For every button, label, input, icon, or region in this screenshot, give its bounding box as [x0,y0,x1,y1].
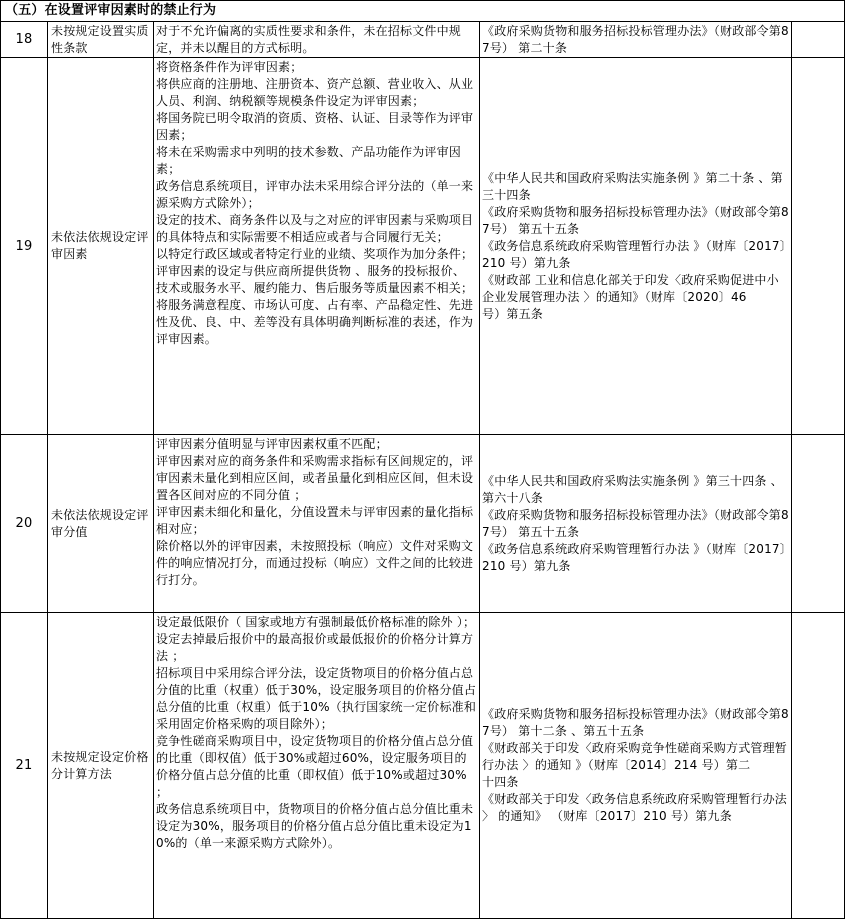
section-header-row [1,1,845,22]
content-line: 以特定行政区域或者特定行业的业绩、奖项作为加分条件； [156,247,474,261]
content-line: 对于不允许偏离的实质性要求和条件，未在招标文件中规定，并未以醒目的方式标明。 [156,24,462,55]
prohibited-content [154,22,480,58]
basis-line: 《财政部关于印发〈政务信息系统政府采购管理暂行办法 〉 的通知》 （财库〔2017〕210 号）第九条 [482,792,788,823]
content-line: 评审因素未细化和量化，分值设置未与评审因素的量化指标相对应； [156,505,474,536]
content-line: 将服务满意程度、市场认可度、占有率、产品稳定性、先进性及优、良、中、差等没有具体明确判断标准的表述，作为评审因素。 [156,298,474,346]
content-line: 将资格条件作为评审因素； [156,60,303,74]
content-line: 将未在采购需求中列明的技术参数、产品功能作为评审因素； [156,145,462,176]
prohibited-content [154,613,480,919]
remarks-cell [792,435,845,613]
content-line: 评审因素对应的商务条件和采购需求指标有区间规定的，评审因素未量化到相应区间，或者虽量化到相应区间，但未设置各区间对应的不同分值 ； [156,454,474,502]
remarks-cell [792,613,845,919]
content-line: 设定去掉最后报价中的最高报价或最低报价的价格分计算方法 ； [156,632,474,663]
legal-basis [480,58,792,435]
basis-line: 号）第五条 [482,306,544,321]
table-row [1,435,845,613]
basis-line: 《政务信息系统政府采购管理暂行办法 》（财库〔2017〕210 号）第九条 [482,541,786,573]
basis-line: 十四条 [482,775,519,789]
basis-line: 《财政部 工业和信息化部关于印发〈政府采购促进中小企业发展管理办法 〉的通知》（财库〔2020〕46 [482,272,779,304]
item-name: 未按规定设置实质性条款 [48,22,154,58]
remarks-cell [792,22,845,58]
row-number: 18 [1,22,48,58]
basis-line: 《政府采购货物和服务招标投标管理办法》（财政部令第87号） 第五十五条 [482,204,789,236]
content-line: 设定的技术、商务条件以及与之对应的评审因素与采购项目的具体特点和实际需要不相适应或者与合同履行无关； [156,213,474,244]
basis-line: 《政务信息系统政府采购管理暂行办法 》（财库〔2017〕210 号）第九条 [482,238,786,270]
content-line: 竞争性磋商采购项目中，设定货物项目的价格分值占总分值的比重（即权值）低于30%或超过60%，设定服务项目的价格分值占总分值的比重（即权值）低于10%或超过30% ； [156,734,474,799]
basis-line: 《政府采购货物和服务招标投标管理办法》（财政部令第87号） 第五十五条 [482,507,789,539]
item-name: 未依法依规设定评审因素 [48,58,154,435]
table-row [1,613,845,919]
item-name: 未按规定设定价格分计算方法 [48,613,154,919]
content-line: 政务信息系统项目，评审办法未采用综合评分法的（单一来源采购方式除外）； [156,179,474,210]
content-line: 政务信息系统项目中，货物项目的价格分值占总分值比重未设定为30%，服务项目的价格分值占总分值比重未设定为10%的（单一来源采购方式除外）。 [156,802,474,850]
prohibited-content [154,58,480,435]
content-line: 将供应商的注册地、注册资本、资产总额、营业收入、从业人员、利润、纳税额等规模条件设定为评审因素； [156,77,474,108]
basis-line: 《政府采购货物和服务招标投标管理办法》（财政部令第87号） 第十二条 、第五十五条 [482,707,789,738]
basis-line: 《中华人民共和国政府采购法实施条例 》第二十条 、第三十四条 [482,170,783,202]
basis-line: 《中华人民共和国政府采购法实施条例 》第三十四条 、第六十八条 [482,473,783,505]
row-number: 19 [1,58,48,435]
prohibited-content [154,435,480,613]
content-line: 评审因素分值明显与评审因素权重不匹配； [156,437,388,451]
basis-line: 《财政部关于印发〈政府采购竞争性磋商采购方式管理暂行办法 〉的通知 》（财库〔2014〕214 号）第二 [482,741,788,772]
legal-basis [480,22,792,58]
row-number: 21 [1,613,48,919]
legal-basis [480,613,792,919]
remarks-cell [792,58,845,435]
section-title: （五）在设置评审因素时的禁止行为 [1,1,845,22]
legal-basis [480,435,792,613]
item-name: 未依法依规设定评审分值 [48,435,154,613]
content-line: 招标项目中采用综合评分法，设定货物项目的价格分值占总分值的比重（权重）低于30%，设定服务项目的价格分值占总分值的比重（权重）低于10%（执行国家统一定价标准和采用固定价格采购的项目除外）； [156,666,477,731]
content-line: 评审因素的设定与供应商所提供货物 、服务的投标报价、技术或服务水平、履约能力、售后服务等质量因素不相关； [156,264,474,295]
content-line: 除价格以外的评审因素，未按照投标（响应）文件对采购文件的响应情况打分，而通过投标（响应）文件之间的比较进行打分。 [156,539,474,587]
table-row [1,22,845,58]
basis-line: 《政府采购货物和服务招标投标管理办法》（财政部令第87号） 第二十条 [482,23,789,55]
content-line: 设定最低限价（ 国家或地方有强制最低价格标准的除外 ）； [156,615,476,629]
content-line: 将国务院已明令取消的资质、资格、认证、目录等作为评审因素； [156,111,474,142]
row-number: 20 [1,435,48,613]
table-row [1,58,845,435]
